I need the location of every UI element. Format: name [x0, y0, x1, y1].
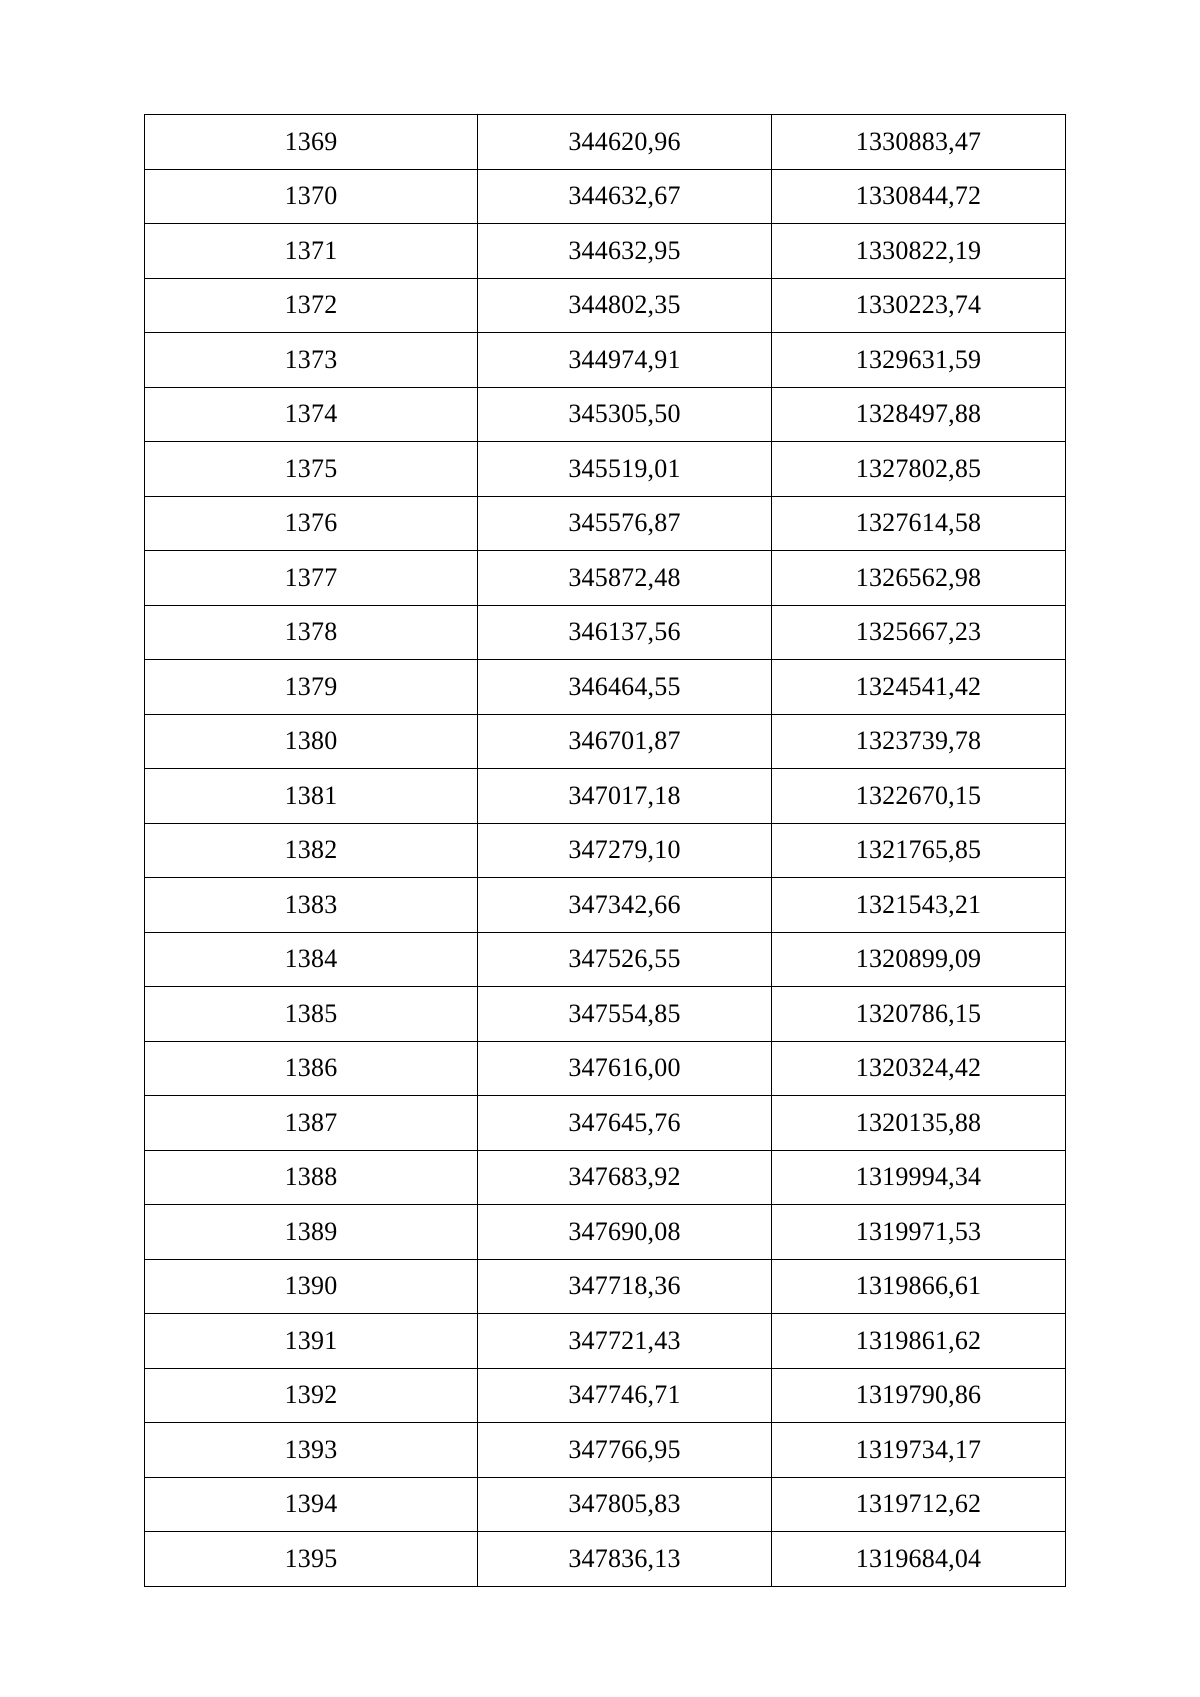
y-coordinate-cell: 1322670,15 — [772, 769, 1066, 824]
table-row — [145, 551, 1066, 606]
point-number-cell: 1375 — [145, 442, 478, 497]
x-coordinate-cell: 345872,48 — [478, 551, 772, 606]
point-number-cell: 1383 — [145, 878, 478, 933]
x-coordinate-cell: 347554,85 — [478, 987, 772, 1042]
x-coordinate-cell: 344620,96 — [478, 115, 772, 170]
table-row — [145, 769, 1066, 824]
y-coordinate-cell: 1330844,72 — [772, 169, 1066, 224]
x-coordinate-cell: 347718,36 — [478, 1259, 772, 1314]
x-coordinate-cell: 347836,13 — [478, 1532, 772, 1587]
x-coordinate-cell: 344974,91 — [478, 333, 772, 388]
y-coordinate-cell: 1319971,53 — [772, 1205, 1066, 1260]
x-coordinate-cell: 346464,55 — [478, 660, 772, 715]
y-coordinate-cell: 1320786,15 — [772, 987, 1066, 1042]
y-coordinate-cell: 1327802,85 — [772, 442, 1066, 497]
y-coordinate-cell: 1326562,98 — [772, 551, 1066, 606]
point-number-cell: 1391 — [145, 1314, 478, 1369]
y-coordinate-cell: 1330822,19 — [772, 224, 1066, 279]
point-number-cell: 1369 — [145, 115, 478, 170]
point-number-cell: 1392 — [145, 1368, 478, 1423]
table-row — [145, 932, 1066, 987]
x-coordinate-cell: 347805,83 — [478, 1477, 772, 1532]
x-coordinate-cell: 347017,18 — [478, 769, 772, 824]
y-coordinate-cell: 1319866,61 — [772, 1259, 1066, 1314]
x-coordinate-cell: 344802,35 — [478, 278, 772, 333]
y-coordinate-cell: 1320899,09 — [772, 932, 1066, 987]
x-coordinate-cell: 347616,00 — [478, 1041, 772, 1096]
table-row — [145, 605, 1066, 660]
point-number-cell: 1388 — [145, 1150, 478, 1205]
point-number-cell: 1386 — [145, 1041, 478, 1096]
point-number-cell: 1385 — [145, 987, 478, 1042]
x-coordinate-cell: 347766,95 — [478, 1423, 772, 1478]
x-coordinate-cell: 347526,55 — [478, 932, 772, 987]
point-number-cell: 1380 — [145, 714, 478, 769]
y-coordinate-cell: 1328497,88 — [772, 387, 1066, 442]
table-row — [145, 1423, 1066, 1478]
table-row — [145, 1096, 1066, 1151]
point-number-cell: 1372 — [145, 278, 478, 333]
point-number-cell: 1393 — [145, 1423, 478, 1478]
y-coordinate-cell: 1319861,62 — [772, 1314, 1066, 1369]
y-coordinate-cell: 1330223,74 — [772, 278, 1066, 333]
coordinates-table — [144, 114, 1066, 1587]
y-coordinate-cell: 1321765,85 — [772, 823, 1066, 878]
point-number-cell: 1381 — [145, 769, 478, 824]
x-coordinate-cell: 344632,67 — [478, 169, 772, 224]
y-coordinate-cell: 1329631,59 — [772, 333, 1066, 388]
y-coordinate-cell: 1327614,58 — [772, 496, 1066, 551]
y-coordinate-cell: 1321543,21 — [772, 878, 1066, 933]
coordinates-table-body — [145, 115, 1066, 1587]
y-coordinate-cell: 1319790,86 — [772, 1368, 1066, 1423]
x-coordinate-cell: 345305,50 — [478, 387, 772, 442]
point-number-cell: 1378 — [145, 605, 478, 660]
x-coordinate-cell: 346701,87 — [478, 714, 772, 769]
point-number-cell: 1377 — [145, 551, 478, 606]
point-number-cell: 1373 — [145, 333, 478, 388]
y-coordinate-cell: 1324541,42 — [772, 660, 1066, 715]
x-coordinate-cell: 347342,66 — [478, 878, 772, 933]
table-row — [145, 1368, 1066, 1423]
y-coordinate-cell: 1319734,17 — [772, 1423, 1066, 1478]
y-coordinate-cell: 1330883,47 — [772, 115, 1066, 170]
table-row — [145, 1205, 1066, 1260]
y-coordinate-cell: 1319712,62 — [772, 1477, 1066, 1532]
x-coordinate-cell: 347746,71 — [478, 1368, 772, 1423]
table-row — [145, 1150, 1066, 1205]
point-number-cell: 1382 — [145, 823, 478, 878]
table-row — [145, 1314, 1066, 1369]
table-row — [145, 878, 1066, 933]
point-number-cell: 1394 — [145, 1477, 478, 1532]
point-number-cell: 1370 — [145, 169, 478, 224]
table-row — [145, 169, 1066, 224]
y-coordinate-cell: 1325667,23 — [772, 605, 1066, 660]
table-row — [145, 1477, 1066, 1532]
table-row — [145, 333, 1066, 388]
table-row — [145, 387, 1066, 442]
point-number-cell: 1376 — [145, 496, 478, 551]
table-row — [145, 1041, 1066, 1096]
point-number-cell: 1371 — [145, 224, 478, 279]
x-coordinate-cell: 345519,01 — [478, 442, 772, 497]
table-row — [145, 115, 1066, 170]
table-row — [145, 1532, 1066, 1587]
point-number-cell: 1384 — [145, 932, 478, 987]
y-coordinate-cell: 1323739,78 — [772, 714, 1066, 769]
table-row — [145, 442, 1066, 497]
table-row — [145, 660, 1066, 715]
table-row — [145, 278, 1066, 333]
x-coordinate-cell: 347645,76 — [478, 1096, 772, 1151]
y-coordinate-cell: 1320324,42 — [772, 1041, 1066, 1096]
point-number-cell: 1374 — [145, 387, 478, 442]
table-row — [145, 987, 1066, 1042]
x-coordinate-cell: 346137,56 — [478, 605, 772, 660]
y-coordinate-cell: 1319994,34 — [772, 1150, 1066, 1205]
table-row — [145, 1259, 1066, 1314]
point-number-cell: 1387 — [145, 1096, 478, 1151]
table-row — [145, 496, 1066, 551]
x-coordinate-cell: 347690,08 — [478, 1205, 772, 1260]
table-row — [145, 823, 1066, 878]
point-number-cell: 1379 — [145, 660, 478, 715]
point-number-cell: 1395 — [145, 1532, 478, 1587]
point-number-cell: 1390 — [145, 1259, 478, 1314]
table-row — [145, 224, 1066, 279]
x-coordinate-cell: 347279,10 — [478, 823, 772, 878]
y-coordinate-cell: 1320135,88 — [772, 1096, 1066, 1151]
x-coordinate-cell: 344632,95 — [478, 224, 772, 279]
x-coordinate-cell: 347721,43 — [478, 1314, 772, 1369]
x-coordinate-cell: 345576,87 — [478, 496, 772, 551]
x-coordinate-cell: 347683,92 — [478, 1150, 772, 1205]
y-coordinate-cell: 1319684,04 — [772, 1532, 1066, 1587]
point-number-cell: 1389 — [145, 1205, 478, 1260]
table-row — [145, 714, 1066, 769]
